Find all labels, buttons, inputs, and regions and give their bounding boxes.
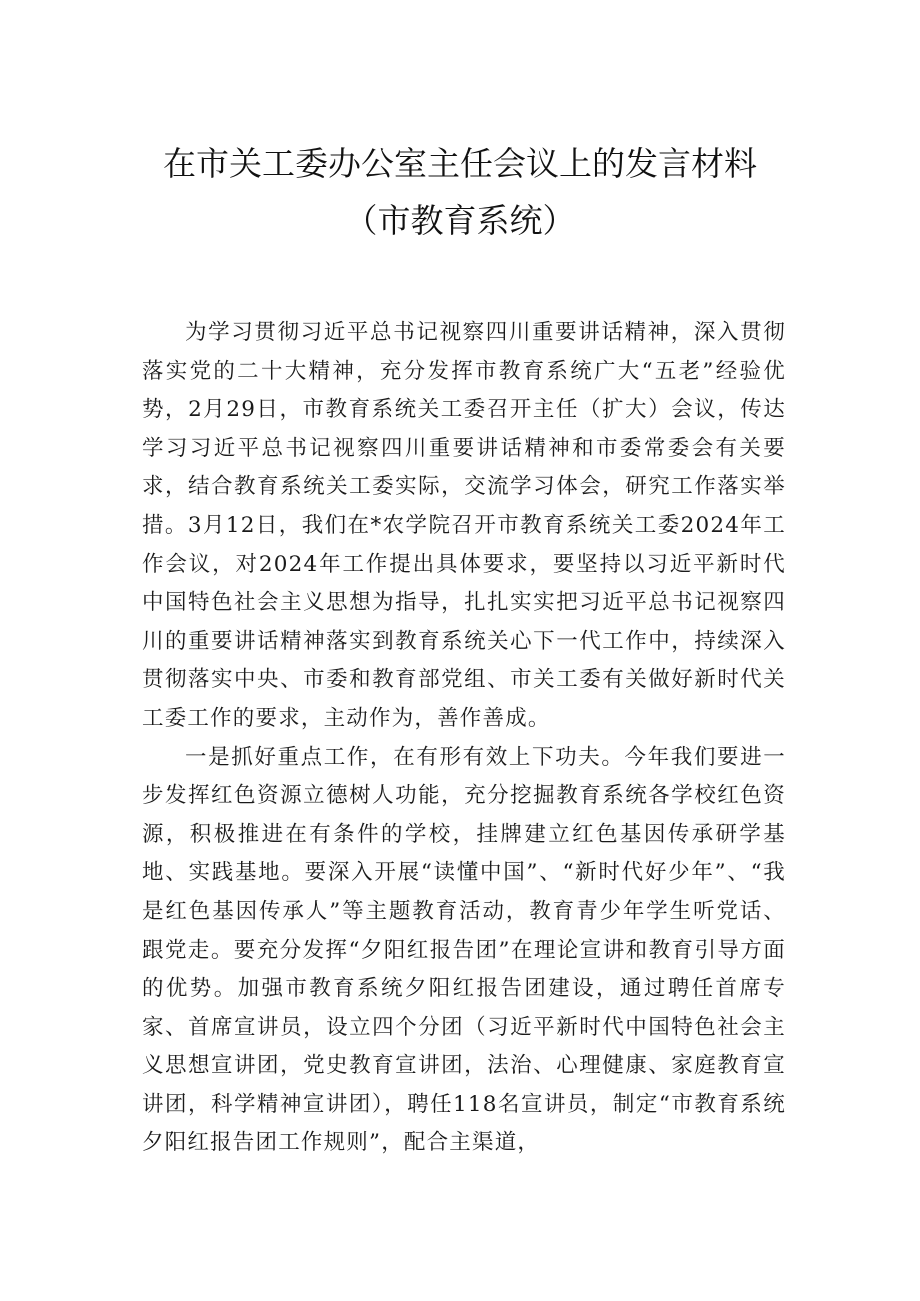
paragraph-key-work: 一是抓好重点工作，在有形有效上下功夫。今年我们要进一步发挥红色资源立德树人功能，充分挖掘教育系统各学校红色资源，积极推进在有条件的学校，挂牌建立红色基因传承研学基地、实践基地。要深入开展“读懂中国”、“新时代好少年”、“我是红色基因传承人”等主题教育活动，教育青少年学生听党话、跟党走。要充分发挥“夕阳红报告团”在理论宣讲和教育引导方面的优势。加强市教育系统夕阳红报告团建设，通过聘任首席专家、首席宣讲员，设立四个分团（习近平新时代中国特色社会主义思想宣讲团，党史教育宣讲团，法治、心理健康、家庭教育宣讲团，科学精神宣讲团），聘任118名宣讲员，制定“市教育系统夕阳红报告团工作规则”，配合主渠道， xyxy=(142,744,786,1156)
document-subtitle: （市教育系统） xyxy=(344,201,576,240)
document-body xyxy=(142,314,786,1163)
paragraph-intro: 为学习贯彻习近平总书记视察四川重要讲话精神，深入贯彻落实党的二十大精神，充分发挥市教育系统广大“五老”经验优势，2月29日，市教育系统关工委召开主任（扩大）会议，传达学习习近平总书记视察四川重要讲话精神和市委常委会有关要求，结合教育系统关工委实际，交流学习体会，研究工作落实举措。3月12日，我们在*农学院召开市教育系统关工委2024年工作会议，对2024年工作提出具体要求，要坚持以习近平新时代中国特色社会主义思想为指导，扎扎实实把习近平总书记视察四川的重要讲话精神落实到教育系统关心下一代工作中，持续深入贯彻落实中央、市委和教育部党组、市关工委有关做好新时代关工委工作的要求，主动作为，善作善成。 xyxy=(142,320,786,731)
document-title: 在市关工委办公室主任会议上的发言材料 xyxy=(163,144,757,183)
